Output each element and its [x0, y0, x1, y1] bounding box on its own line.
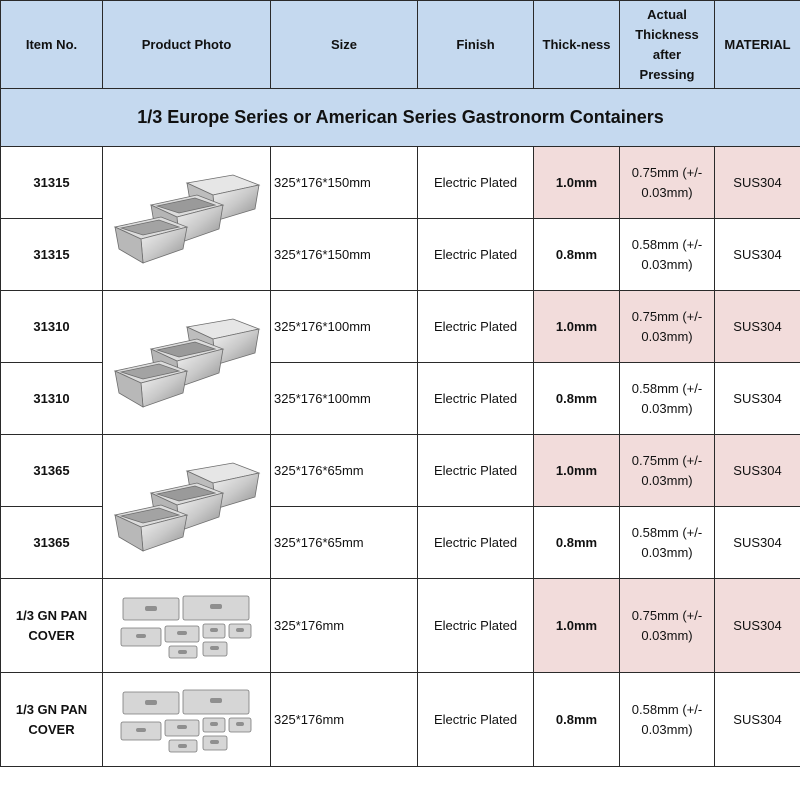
- gastronorm-pans-icon: [103, 459, 270, 555]
- material-cell: SUS304: [715, 435, 800, 507]
- product-photo-31310: [103, 291, 271, 435]
- actual-thickness-cell: [620, 673, 715, 767]
- header-actual-line4: Pressing: [639, 66, 695, 82]
- item-number-line2: COVER: [28, 627, 75, 643]
- header-actual-line1: Actual: [647, 6, 687, 22]
- pan-covers-icon: [103, 590, 270, 662]
- finish-cell: Electric Plated: [418, 147, 534, 219]
- table-row: [1, 673, 800, 767]
- table-row: [1, 579, 800, 673]
- actual-thickness-value: 0.75mm (+/-: [631, 452, 703, 468]
- item-number: 31310: [1, 291, 103, 363]
- item-number-line1: 1/3 GN PAN: [15, 607, 88, 623]
- material-cell: SUS304: [715, 673, 800, 767]
- material-cell: SUS304: [715, 507, 800, 579]
- actual-thickness-cell: [620, 147, 715, 219]
- header-size: Size: [271, 1, 418, 89]
- finish-cell: Electric Plated: [418, 435, 534, 507]
- header-product-photo: Product Photo: [103, 1, 271, 89]
- item-number: [1, 579, 103, 673]
- actual-thickness-cell: [620, 363, 715, 435]
- product-photo-cover: [103, 673, 271, 767]
- size-cell: 325*176mm: [271, 579, 418, 673]
- header-finish: Finish: [418, 1, 534, 89]
- material-cell: SUS304: [715, 363, 800, 435]
- size-cell: 325*176*150mm: [271, 219, 418, 291]
- actual-thickness-cell: [620, 579, 715, 673]
- pan-covers-icon: [103, 684, 270, 756]
- series-title: 1/3 Europe Series or American Series Gastronorm Containers: [1, 89, 800, 147]
- item-number-line1: 1/3 GN PAN: [15, 701, 88, 717]
- size-cell: 325*176*65mm: [271, 435, 418, 507]
- size-cell: 325*176*100mm: [271, 363, 418, 435]
- actual-thickness-cell: [620, 219, 715, 291]
- thickness-cell: 1.0mm: [534, 579, 620, 673]
- size-cell: 325*176*65mm: [271, 507, 418, 579]
- size-cell: 325*176*100mm: [271, 291, 418, 363]
- actual-thickness-tolerance: 0.03mm): [641, 400, 693, 416]
- thickness-cell: 0.8mm: [534, 219, 620, 291]
- material-cell: SUS304: [715, 579, 800, 673]
- header-row: [1, 1, 800, 89]
- item-number: [1, 673, 103, 767]
- actual-thickness-tolerance: 0.03mm): [641, 544, 693, 560]
- thickness-cell: 0.8mm: [534, 673, 620, 767]
- actual-thickness-tolerance: 0.03mm): [641, 627, 693, 643]
- item-number: 31315: [1, 147, 103, 219]
- actual-thickness-tolerance: 0.03mm): [641, 721, 693, 737]
- table-row: [1, 435, 800, 507]
- item-number: 31365: [1, 507, 103, 579]
- header-actual-line2: Thickness: [635, 26, 699, 42]
- header-thickness: Thick-ness: [534, 1, 620, 89]
- actual-thickness-value: 0.75mm (+/-: [631, 308, 703, 324]
- gastronorm-pans-icon: [103, 315, 270, 411]
- finish-cell: Electric Plated: [418, 579, 534, 673]
- actual-thickness-value: 0.75mm (+/-: [631, 164, 703, 180]
- actual-thickness-tolerance: 0.03mm): [641, 472, 693, 488]
- actual-thickness-cell: [620, 507, 715, 579]
- actual-thickness-tolerance: 0.03mm): [641, 256, 693, 272]
- finish-cell: Electric Plated: [418, 507, 534, 579]
- actual-thickness-value: 0.58mm (+/-: [631, 701, 703, 717]
- thickness-cell: 1.0mm: [534, 435, 620, 507]
- thickness-cell: 1.0mm: [534, 147, 620, 219]
- gastronorm-pans-icon: [103, 171, 270, 267]
- header-material: MATERIAL: [715, 1, 800, 89]
- header-actual-line3: after: [652, 46, 682, 62]
- product-photo-31315: [103, 147, 271, 291]
- table-row: [1, 147, 800, 219]
- actual-thickness-cell: [620, 291, 715, 363]
- size-cell: 325*176*150mm: [271, 147, 418, 219]
- item-number-line2: COVER: [28, 721, 75, 737]
- header-actual-thickness: [620, 1, 715, 89]
- actual-thickness-value: 0.58mm (+/-: [631, 236, 703, 252]
- material-cell: SUS304: [715, 219, 800, 291]
- actual-thickness-tolerance: 0.03mm): [641, 184, 693, 200]
- size-cell: 325*176mm: [271, 673, 418, 767]
- material-cell: SUS304: [715, 147, 800, 219]
- table-row: [1, 291, 800, 363]
- thickness-cell: 0.8mm: [534, 507, 620, 579]
- actual-thickness-cell: [620, 435, 715, 507]
- actual-thickness-value: 0.75mm (+/-: [631, 607, 703, 623]
- finish-cell: Electric Plated: [418, 363, 534, 435]
- actual-thickness-tolerance: 0.03mm): [641, 328, 693, 344]
- actual-thickness-value: 0.58mm (+/-: [631, 524, 703, 540]
- product-photo-cover: [103, 579, 271, 673]
- finish-cell: Electric Plated: [418, 219, 534, 291]
- finish-cell: Electric Plated: [418, 673, 534, 767]
- finish-cell: Electric Plated: [418, 291, 534, 363]
- item-number: 31310: [1, 363, 103, 435]
- product-photo-31365: [103, 435, 271, 579]
- item-number: 31315: [1, 219, 103, 291]
- thickness-cell: 1.0mm: [534, 291, 620, 363]
- header-item-no: Item No.: [1, 1, 103, 89]
- actual-thickness-value: 0.58mm (+/-: [631, 380, 703, 396]
- item-number: 31365: [1, 435, 103, 507]
- thickness-cell: 0.8mm: [534, 363, 620, 435]
- material-cell: SUS304: [715, 291, 800, 363]
- series-row: [1, 89, 800, 147]
